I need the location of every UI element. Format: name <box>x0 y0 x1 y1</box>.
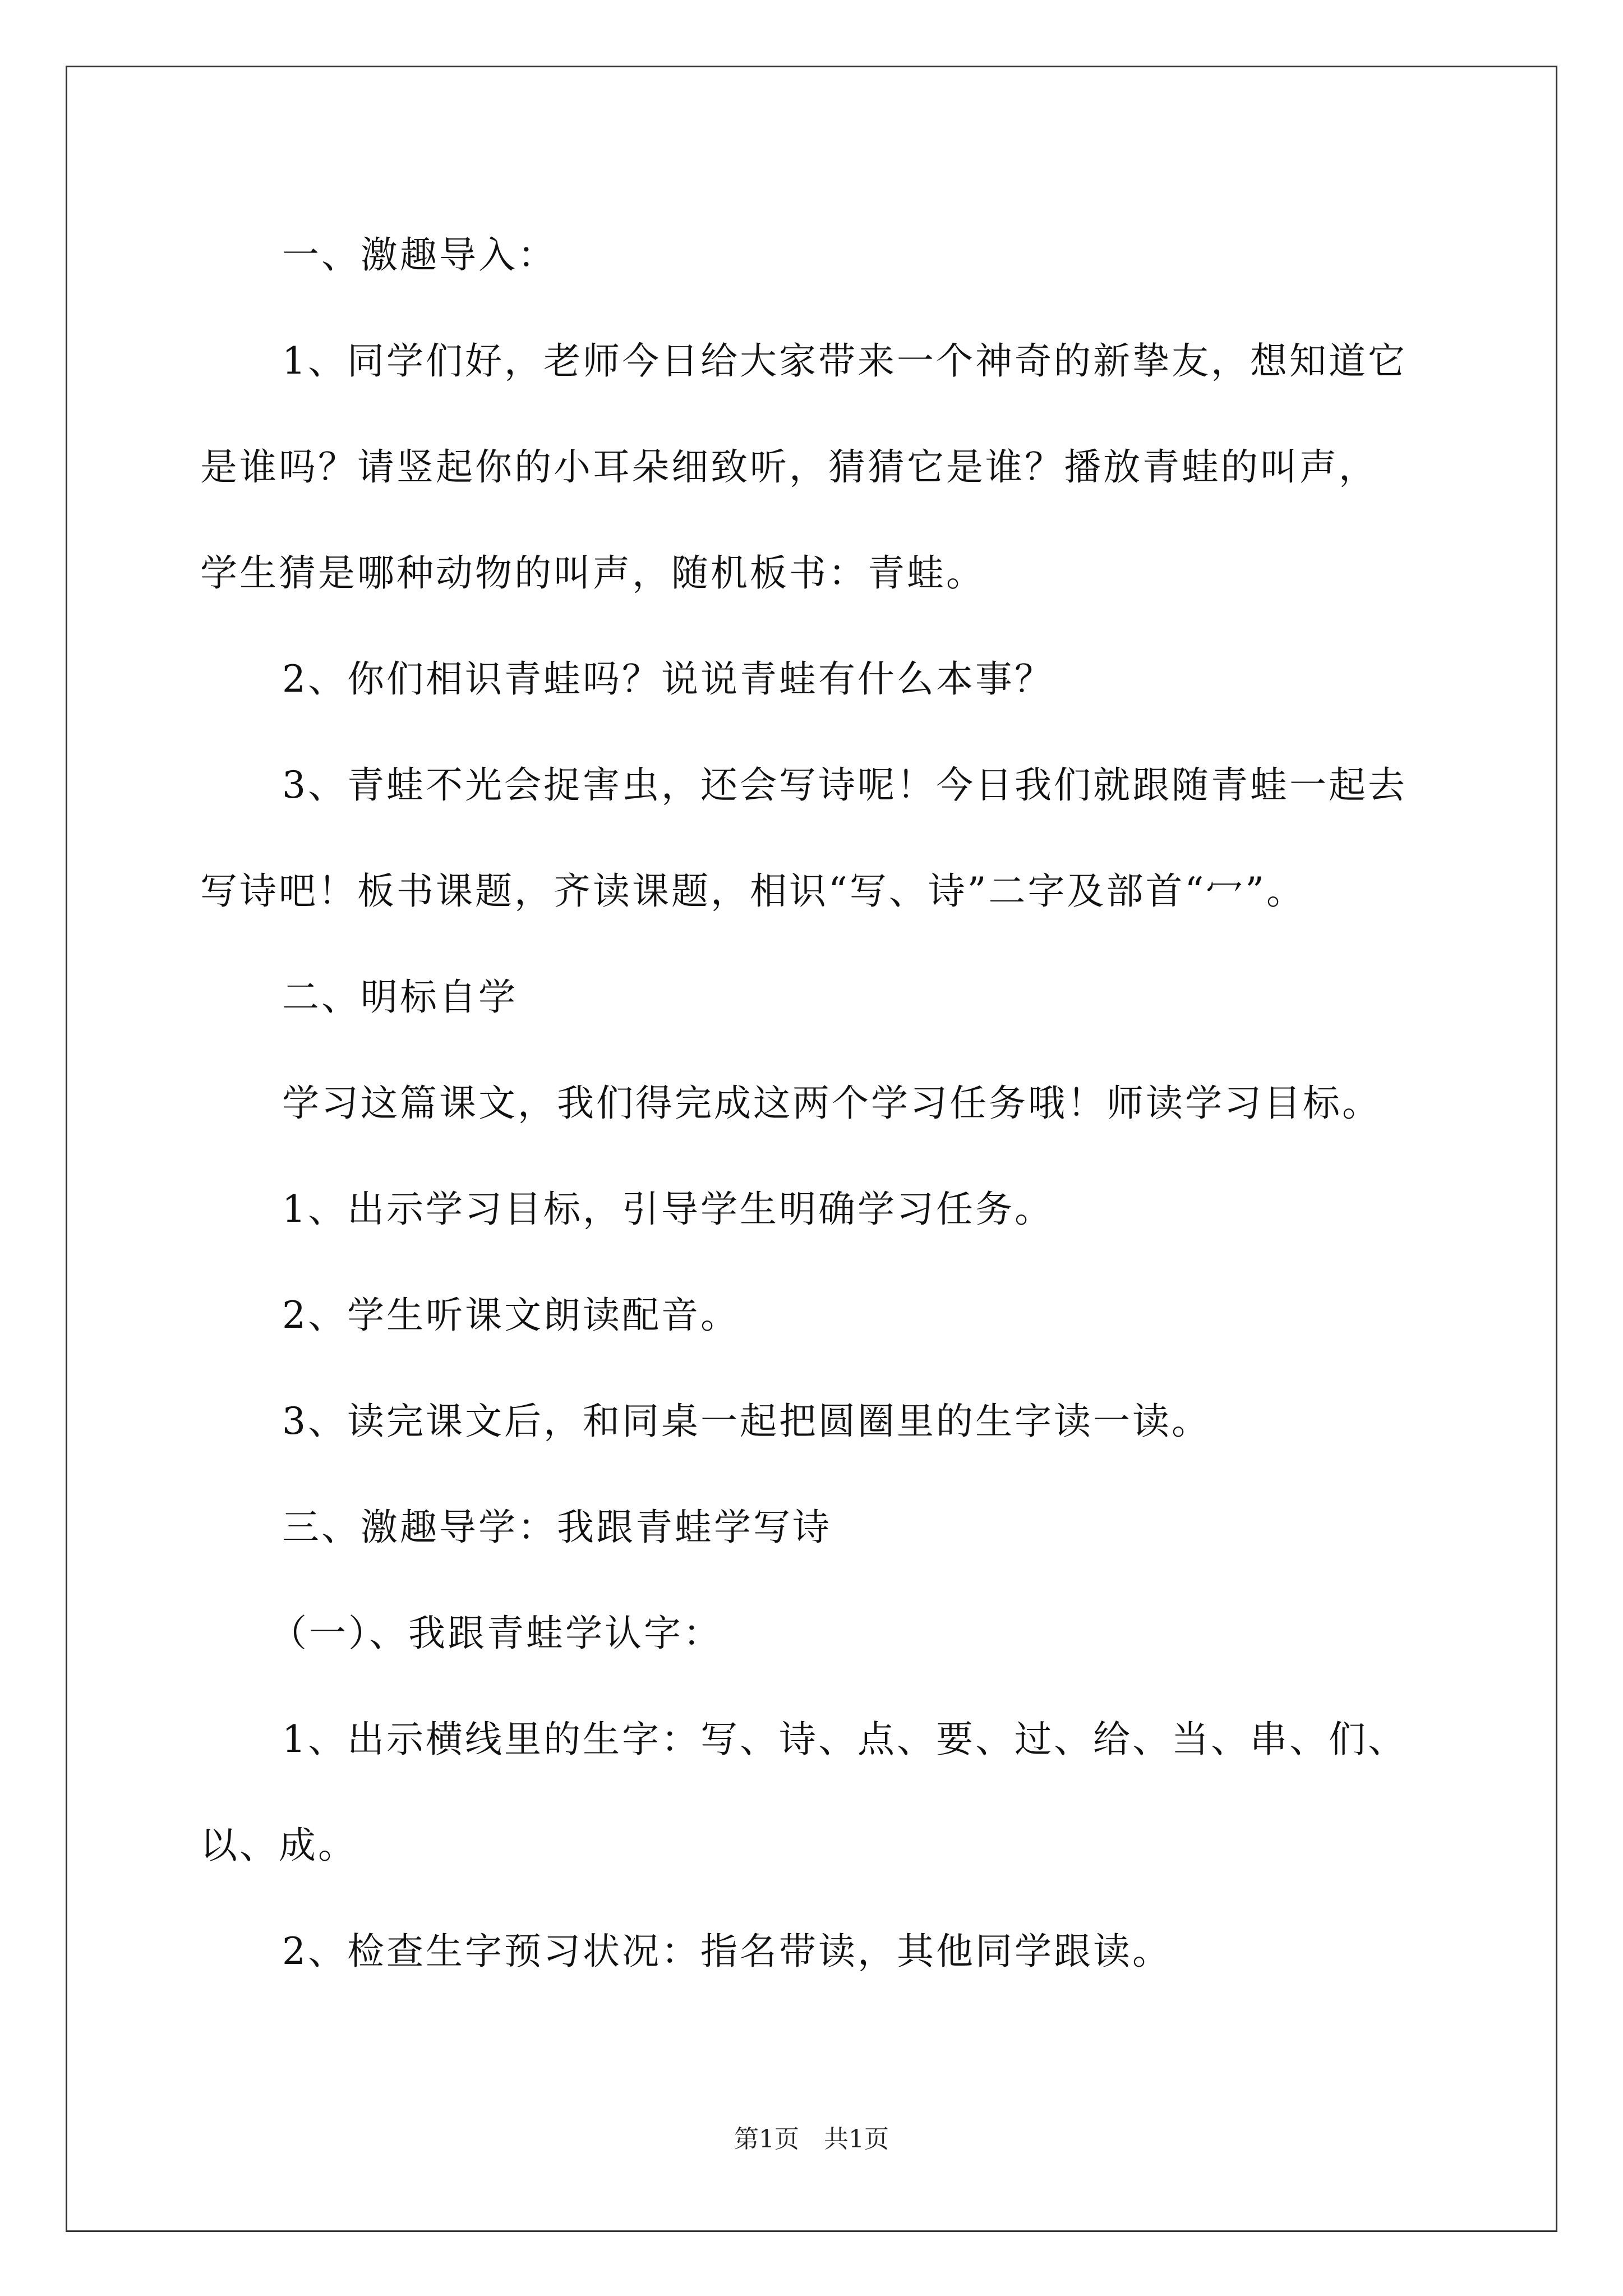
page-number: 第1页 共1页 <box>734 2125 889 2154</box>
paragraph-line: 2、检查生字预习状况：指名带读，其他同学跟读。 <box>282 1930 1172 1973</box>
paragraph-line: 3、青蛙不光会捉害虫，还会写诗呢！今日我们就跟随青蛙一起去 <box>282 763 1407 807</box>
paragraph-line: 3、读完课文后，和同桌一起把圆圈里的生字读一读。 <box>282 1400 1211 1443</box>
paragraph-line: 2、学生听课文朗读配音。 <box>282 1294 740 1337</box>
paragraph-line: 1、出示横线里的生字：写、诗、点、要、过、给、当、串、们、 <box>282 1718 1407 1761</box>
paragraph-line: 写诗吧！板书课题，齐读课题，相识“写、诗”二字及部首“冖”。 <box>200 869 1306 913</box>
paragraph-line: 2、你们相识青蛙吗？说说青蛙有什么本事？ <box>282 657 1054 701</box>
paragraph-line: 1、同学们好，老师今日给大家带来一个神奇的新挚友，想知道它 <box>282 339 1407 383</box>
heading-section-2: 二、明标自学 <box>282 976 518 1019</box>
subheading: （一）、我跟青蛙学认字： <box>270 1612 722 1655</box>
paragraph-line: 学习这篇课文，我们得完成这两个学习任务哦！师读学习目标。 <box>282 1082 1381 1125</box>
heading-section-1: 一、激趣导入： <box>282 233 557 277</box>
paragraph-line: 是谁吗？请竖起你的小耳朵细致听，猜猜它是谁？播放青蛙的叫声， <box>200 445 1378 489</box>
paragraph-line: 以、成。 <box>200 1824 357 1867</box>
paragraph-line: 学生猜是哪种动物的叫声，随机板书：青蛙。 <box>200 551 985 595</box>
heading-section-3: 三、激趣导学：我跟青蛙学写诗 <box>282 1506 832 1549</box>
page-border <box>66 66 1557 2232</box>
paragraph-line: 1、出示学习目标，引导学生明确学习任务。 <box>282 1188 1054 1231</box>
